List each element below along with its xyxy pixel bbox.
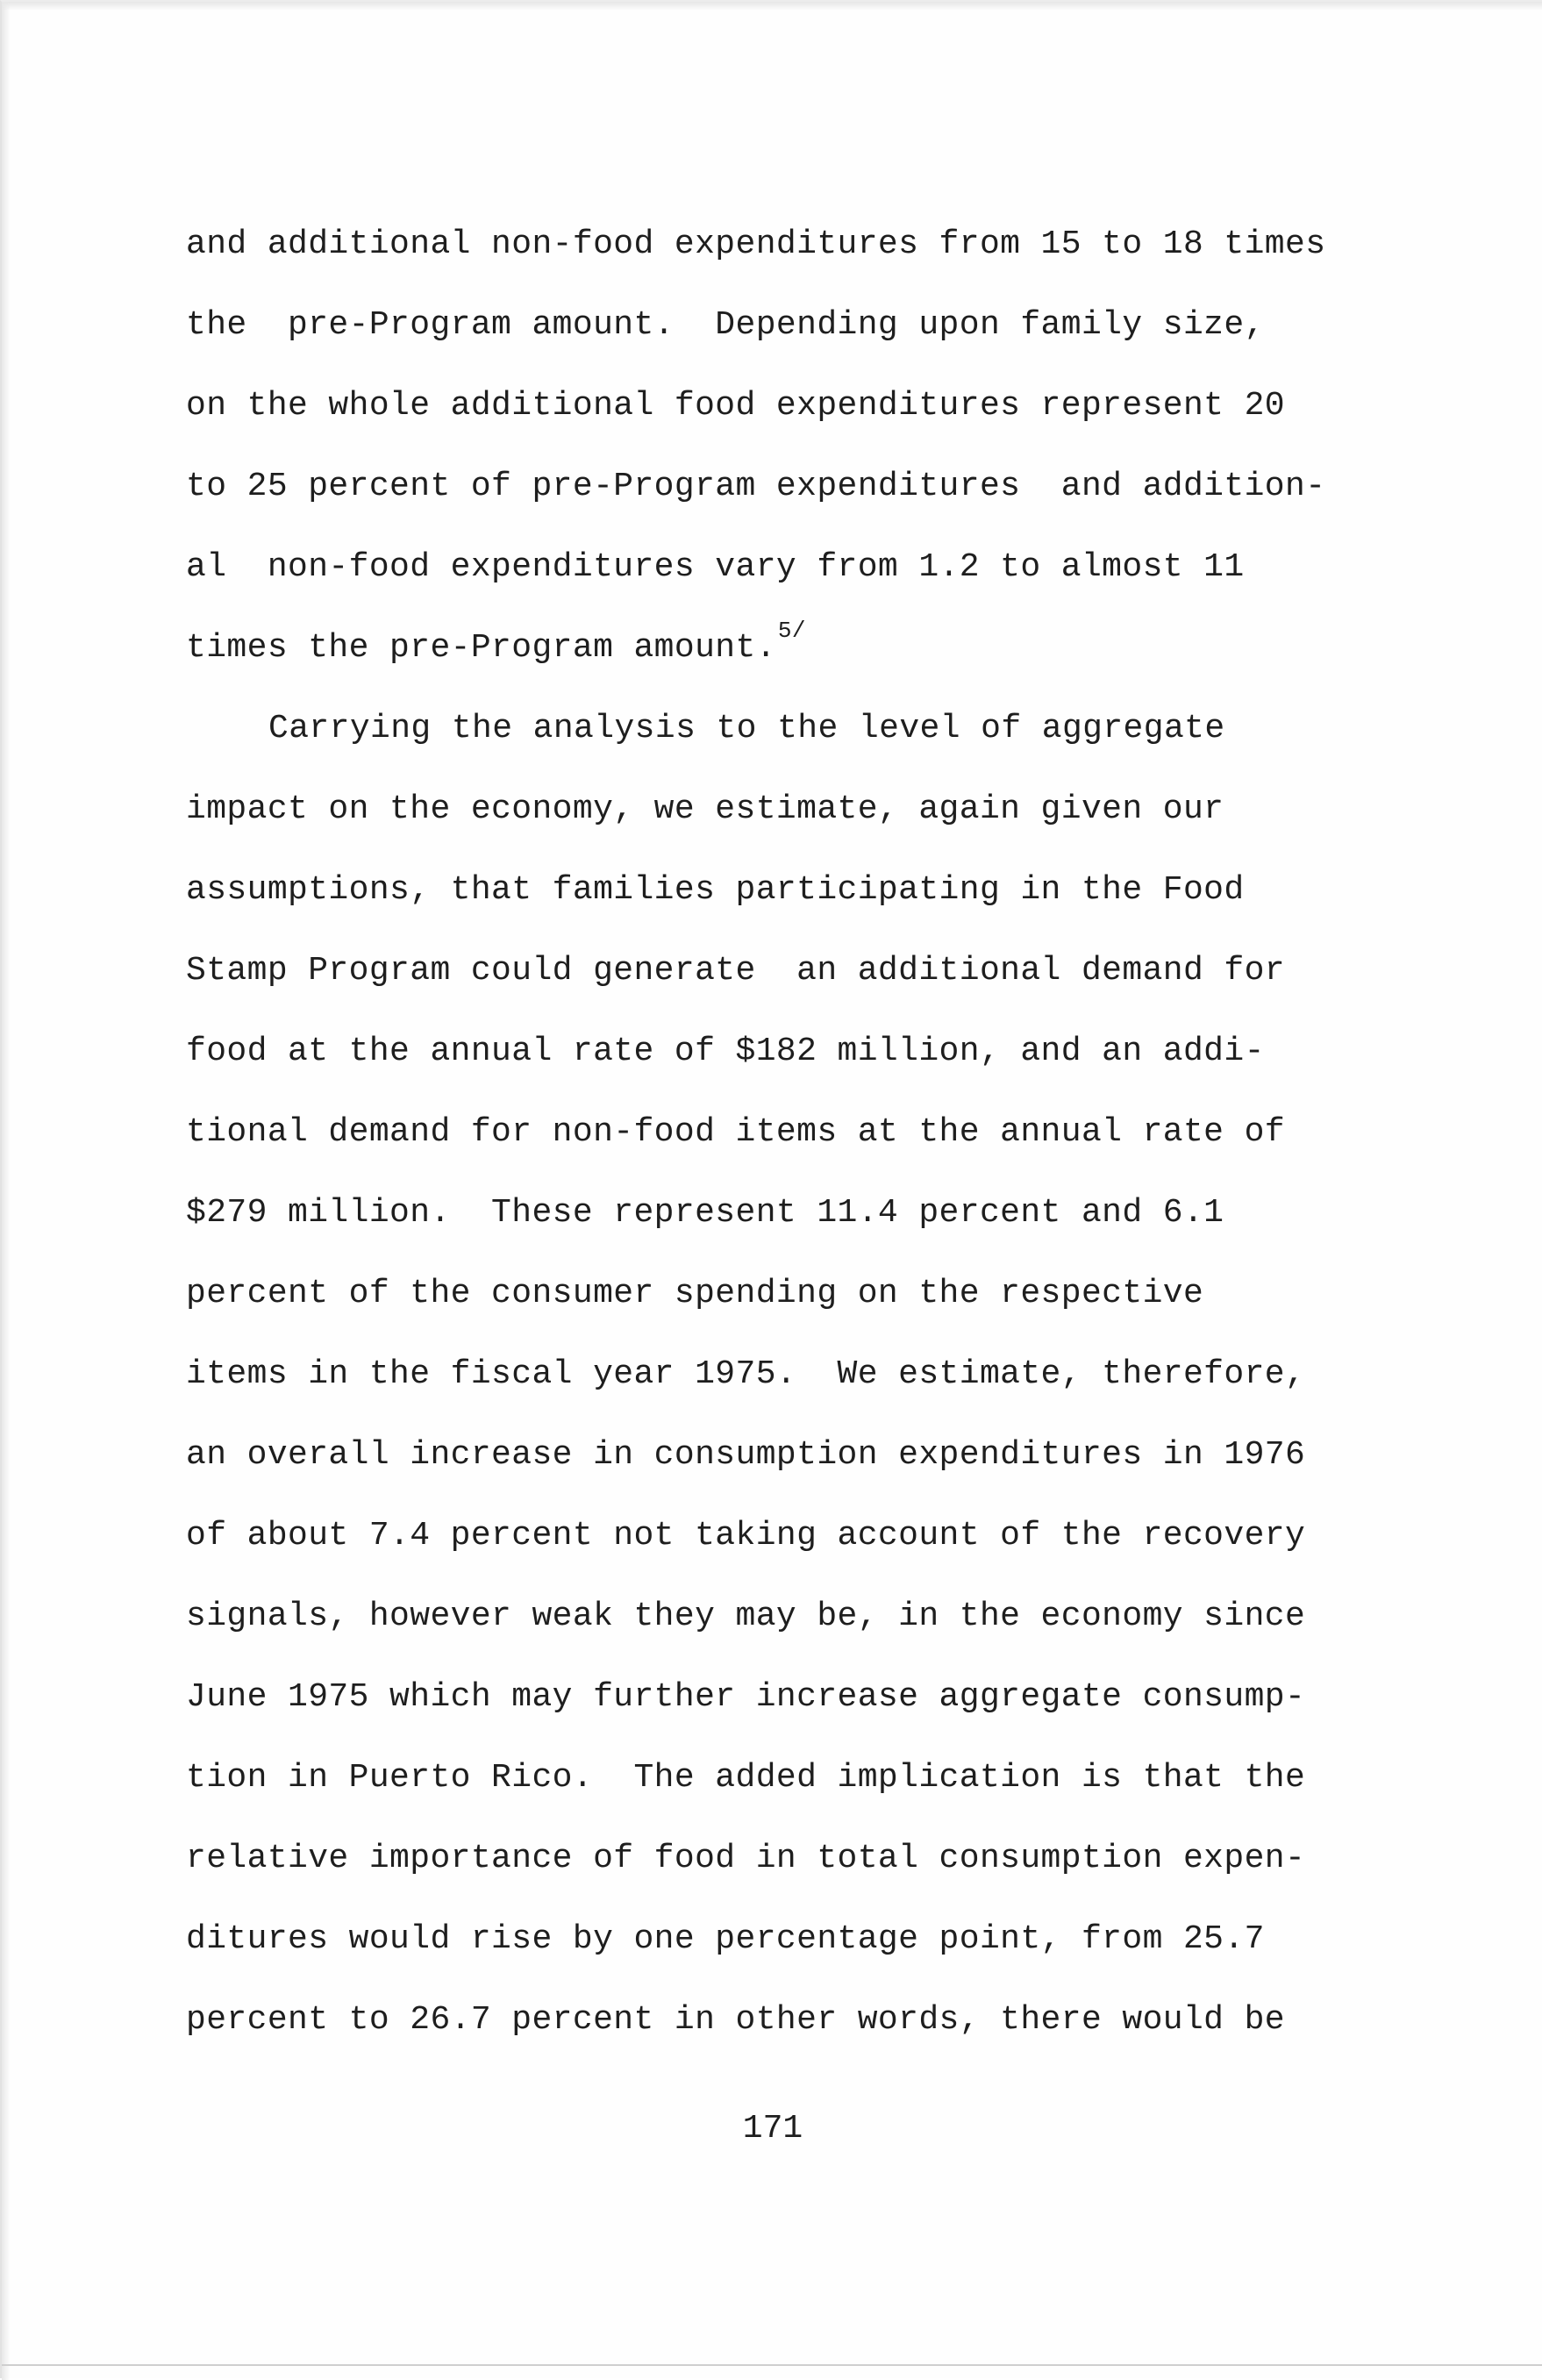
text-line: Stamp Program could generate an additional demand for xyxy=(186,952,1285,990)
text-line: June 1975 which may further increase aggregate consump- xyxy=(186,1678,1306,1716)
page-left-shadow xyxy=(2,2,11,2380)
text-line: al non-food expenditures vary from 1.2 to almost 11 xyxy=(186,548,1245,586)
text-line: relative importance of food in total consumption expen- xyxy=(186,1840,1306,1877)
text-line: signals, however weak they may be, in the economy since xyxy=(186,1597,1306,1635)
body-text xyxy=(186,214,1414,2070)
text-line: assumptions, that families participating in the Food xyxy=(186,871,1245,909)
paragraph-first-line: Carrying the analysis to the level of aggregate xyxy=(268,710,1225,747)
text-line: percent to 26.7 percent in other words, there would be xyxy=(186,2001,1285,2039)
text-line: items in the fiscal year 1975. We estimate, therefore, xyxy=(186,1355,1306,1393)
text-line: to 25 percent of pre-Program expenditures and addition- xyxy=(186,468,1326,505)
text-line-with-footnote xyxy=(186,618,1414,698)
text-line: impact on the economy, we estimate, again given our xyxy=(186,790,1224,828)
text-line: ditures would rise by one percentage point, from 25.7 xyxy=(186,1920,1265,1958)
page-bottom-edge xyxy=(2,2364,1542,2366)
text-line: times the pre-Program amount. xyxy=(186,629,776,667)
page-top-shadow xyxy=(2,2,1542,11)
text-line: an overall increase in consumption expenditures in 1976 xyxy=(186,1436,1306,1474)
page-number: 171 xyxy=(742,2110,803,2148)
text-line: food at the annual rate of $182 million, and an addi- xyxy=(186,1033,1265,1070)
text-line: of about 7.4 percent not taking account of the recovery xyxy=(186,1517,1306,1555)
text-line: and additional non-food expenditures from 15 to 18 times xyxy=(186,225,1326,263)
text-line: percent of the consumer spending on the respective xyxy=(186,1275,1204,1312)
text-line: the pre-Program amount. Depending upon family size, xyxy=(186,306,1265,344)
text-line: on the whole additional food expenditures represent 20 xyxy=(186,387,1285,425)
text-line: tional demand for non-food items at the annual rate of xyxy=(186,1113,1285,1151)
text-line: $279 million. These represent 11.4 percent and 6.1 xyxy=(186,1194,1224,1232)
footnote-reference: 5/ xyxy=(777,618,806,644)
text-line: tion in Puerto Rico. The added implication is that the xyxy=(186,1759,1306,1797)
